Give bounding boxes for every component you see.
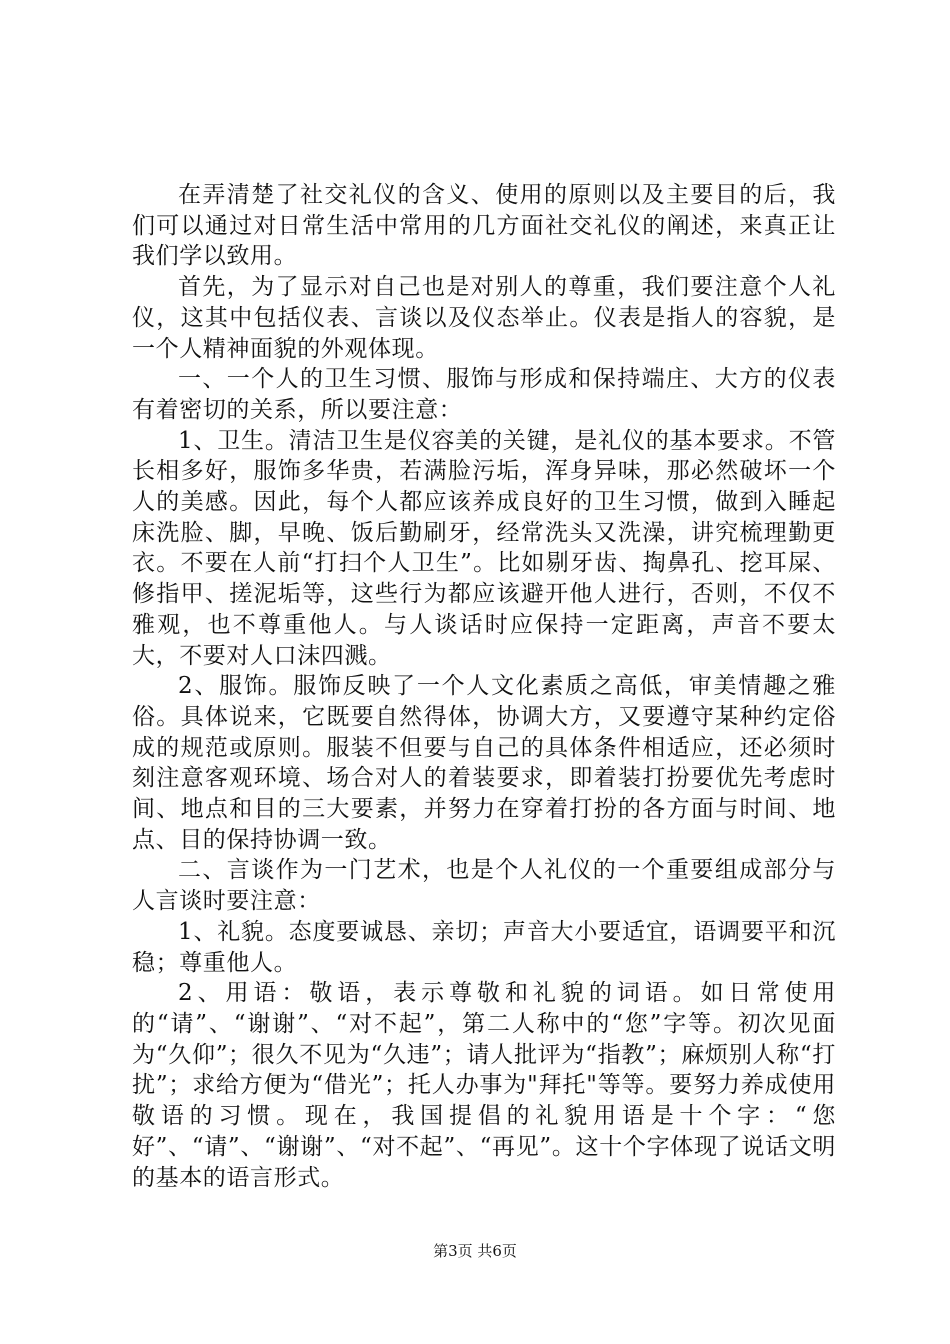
document-body	[132, 180, 836, 1193]
paragraph-politeness: 1、礼貌。态度要诚恳、亲切；声音大小要适宜，语调要平和沉稳；尊重他人。	[132, 918, 836, 976]
paragraph-personal-etiquette: 首先，为了显示对自己也是对别人的尊重，我们要注意个人礼仪，这其中包括仪表、言谈以及仪态举止。仪表是指人的容貌，是一个人精神面貌的外观体现。	[132, 274, 836, 362]
page-number-footer: 第3页 共6页	[433, 1242, 517, 1260]
paragraph-clothing: 2、服饰。服饰反映了一个人文化素质之高低，审美情趣之雅俗。具体说来，它既要自然得体，协调大方，又要遵守某种约定俗成的规范或原则。服装不但要与自己的具体条件相适应，还必须时刻注意客观环境、场合对人的着装要求，即着装打扮要优先考虑时间、地点和目的三大要素，并努力在穿着打扮的各方面与时间、地点、目的保持协调一致。	[132, 673, 836, 853]
paragraph-hygiene: 1、卫生。清洁卫生是仪容美的关键，是礼仪的基本要求。不管长相多好，服饰多华贵，若满脸污垢，浑身异味，那必然破坏一个人的美感。因此，每个人都应该养成良好的卫生习惯，做到入睡起床洗脸、脚，早晚、饭后勤刷牙，经常洗头又洗澡，讲究梳理勤更衣。不要在人前“打扫个人卫生”。比如剔牙齿、掏鼻孔、挖耳屎、修指甲、搓泥垢等，这些行为都应该避开他人进行，否则，不仅不雅观，也不尊重他人。与人谈话时应保持一定距离，声音不要太大，不要对人口沫四溅。	[132, 427, 836, 669]
paragraph-section-one: 一、一个人的卫生习惯、服饰与形成和保持端庄、大方的仪表有着密切的关系，所以要注意：	[132, 366, 836, 423]
paragraph-intro: 在弄清楚了社交礼仪的含义、使用的原则以及主要目的后，我们可以通过对日常生活中常用的几方面社交礼仪的阐述，来真正让我们学以致用。	[132, 182, 836, 270]
paragraph-honorifics: 2、用语：敬语，表示尊敬和礼貌的词语。如日常使用的“请”、“谢谢”、“对不起”，第二人称中的“您”字等。初次见面为“久仰”；很久不见为“久违”；请人批评为“指教”；麻烦别人称“打扰”；求给方便为“借光”；托人办事为"拜托"等等。要努力养成使用敬语的习惯。现在，我国提倡的礼貌用语是十个字：“您好”、“请”、“谢谢”、“对不起”、“再见”。这十个字体现了说话文明的基本的语言形式。	[132, 980, 836, 1191]
paragraph-section-two: 二、言谈作为一门艺术，也是个人礼仪的一个重要组成部分与人言谈时要注意：	[132, 857, 836, 915]
